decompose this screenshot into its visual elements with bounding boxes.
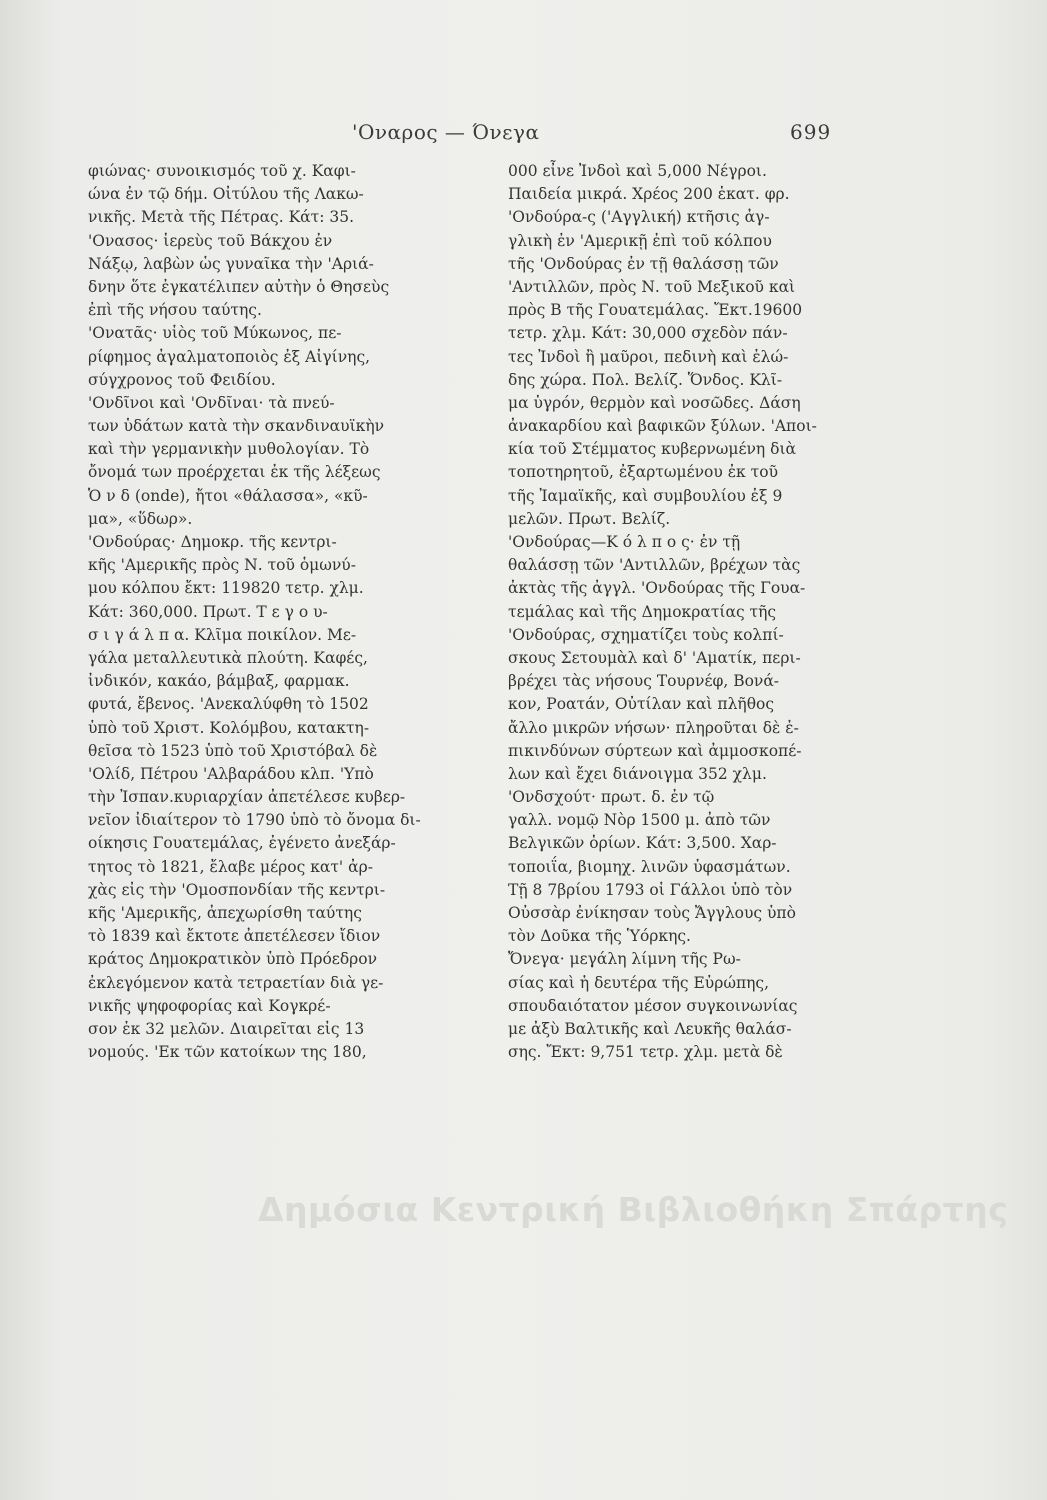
text-line: λων καὶ ἔχει διάνοιγμα 352 χλμ. [508, 764, 767, 783]
text-line: τὴν Ἰσπαν.κυριαρχίαν ἀπετέλεσε κυβερ- [88, 788, 406, 807]
text-line: ὄνομά των προέρχεται ἐκ τῆς λέξεως [88, 463, 381, 482]
text-line: ἀκτὰς τῆς ἀγγλ. 'Ονδούρας τῆς Γουα- [508, 579, 806, 598]
text-line: 'Ονδούρας· Δημοκρ. τῆς κεντρι- [88, 533, 337, 551]
text-line: 'Ονασος· ἱερεὺς τοῦ Βάκχου ἐν [88, 231, 333, 250]
text-line: κία τοῦ Στέμματος κυβερνωμένη διὰ [508, 440, 796, 459]
page-number: 699 [790, 120, 832, 144]
text-line: τοποτηρητοῦ, ἐξαρτωμένου ἐκ τοῦ [508, 463, 778, 482]
text-line: χὰς εἰς τὴν 'Ομοσπονδίαν τῆς κεντρι- [88, 880, 386, 899]
text-line: βρέχει τὰς νήσους Τουρνέφ, Βονά- [508, 672, 780, 691]
text-line: νικῆς ψηφοφορίας καὶ Κογκρέ- [88, 996, 331, 1015]
page-header [0, 120, 1047, 150]
text-line: Ὁ ν δ (onde), ἤτοι «θάλασσα», «κῦ- [88, 486, 368, 505]
text-line: τητος τὸ 1821, ἔλαβε μέρος κατ' ἀρ- [88, 857, 373, 876]
text-line: σ ι γ ά λ π α. Κλῖμα ποικίλον. Με- [88, 625, 357, 644]
text-line: σπουδαιότατον μέσον συγκοινωνίας [508, 996, 798, 1015]
text-line: Νάξῳ, λαβὼν ὡς γυναῖκα τὴν 'Αριά- [88, 254, 374, 273]
text-line: με ἀξὺ Βαλτικῆς καὶ Λευκῆς θαλάσ- [508, 1019, 792, 1038]
text-line: Παιδεία μικρά. Χρέος 200 ἑκατ. φρ. [508, 185, 790, 204]
text-line: νικῆς. Μετὰ τῆς Πέτρας. Κάτ: 35. [88, 208, 355, 227]
text-line: τῆς Ἰαμαϊκῆς, καὶ συμβουλίου ἐξ 9 [508, 486, 783, 505]
text-line: φυτά, ἔβενος. 'Ανεκαλύφθη τὸ 1502 [88, 695, 369, 714]
text-line: τες Ἰνδοὶ ἢ μαῦροι, πεδινὴ καὶ ἑλώ- [508, 347, 789, 366]
library-watermark: Δημόσια Κεντρική Βιβλιοθήκη Σπάρτης [258, 1190, 1009, 1229]
text-line: πρὸς Β τῆς Γουατεμάλας. Ἔκτ.19600 [508, 301, 803, 320]
text-line: των ὑδάτων κατὰ τὴν σκανδιναυϊκὴν [88, 417, 385, 436]
text-line: 'Ονδούρας—Κ ό λ π ο ς· ἐν τῇ [508, 533, 741, 551]
text-line: γάλα μεταλλευτικὰ πλούτη. Καφές, [88, 648, 368, 667]
text-line: 'Ονδούρας, σχηματίζει τοὺς κολπί- [508, 625, 784, 644]
text-line: καὶ τὴν γερμανικὴν μυθολογίαν. Τὸ [88, 440, 370, 459]
text-line: τὸ 1839 καὶ ἔκτοτε ἀπετέλεσεν ἴδιον [88, 927, 381, 946]
text-line: Ὄνεγα· μεγάλη λίμνη τῆς Ρω- [508, 950, 741, 969]
text-line: δνην ὅτε ἐγκατέλιπεν αὐτὴν ὁ Θησεὺς [88, 277, 390, 296]
text-line: μου κόλπου ἔκτ: 119820 τετρ. χλμ. [88, 579, 364, 598]
right-column [508, 160, 868, 1064]
text-line: γλικὴ ἐν 'Αμερικῇ ἐπὶ τοῦ κόλπου [508, 231, 772, 250]
text-line: 'Ολίδ, Πέτρου 'Αλβαράδου κλπ. 'Υπὸ [88, 764, 374, 783]
text-line: οίκησις Γουατεμάλας, ἐγένετο ἀνεξάρ- [88, 834, 396, 853]
text-line: μα», «ὕδωρ». [88, 509, 193, 528]
text-line: 'Ονδούρα-ς ('Αγγλική) κτῆσις ἀγ- [508, 208, 770, 227]
text-line: σύγχρονος τοῦ Φειδίου. [88, 370, 276, 389]
text-line: κῆς 'Αμερικῆς, ἀπεχωρίσθη ταύτης [88, 904, 362, 922]
text-line: 'Ονδῖνοι καὶ 'Ονδῖναι· τὰ πνεύ- [88, 393, 335, 412]
text-line: 'Ονατᾶς· υἱὸς τοῦ Μύκωνος, πε- [88, 324, 342, 343]
text-line: νεῖον ἰδιαίτερον τὸ 1790 ὑπὸ τὸ ὄνομα δι- [88, 811, 421, 830]
text-line: κράτος Δημοκρατικὸν ὑπὸ Πρόεδρον [88, 950, 378, 969]
text-line: γαλλ. νομῷ Νὸρ 1500 μ. ἀπὸ τῶν [508, 811, 771, 830]
text-line: νομούς. 'Εκ τῶν κατοίκων της 180, [88, 1043, 367, 1062]
text-line: ἄλλο μικρῶν νήσων· πληροῦται δὲ ἐ- [508, 718, 799, 737]
text-line: ώνα ἐν τῷ δήμ. Οἰτύλου τῆς Λακω- [88, 185, 364, 204]
text-line: ὑπὸ τοῦ Χριστ. Κολόμβου, κατακτη- [88, 718, 370, 737]
text-line: τὸν Δοῦκα τῆς Ὑόρκης. [508, 927, 691, 946]
text-line: 'Ονδσχούτ· πρωτ. δ. ἐν τῷ [508, 788, 715, 807]
text-line: ἐκλεγόμενον κατὰ τετραετίαν διὰ γε- [88, 973, 384, 992]
text-line: Τῇ 8 7βρίου 1793 οἱ Γάλλοι ὑπὸ τὸν [508, 880, 793, 899]
text-line: πικινδύνων σύρτεων καὶ ἀμμοσκοπέ- [508, 741, 802, 760]
text-line: Οὐσσὰρ ἐνίκησαν τοὺς Ἄγγλους ὑπὸ [508, 904, 796, 922]
text-line: Κάτ: 360,000. Πρωτ. Τ ε γ ο υ- [88, 602, 328, 621]
text-line: σης. Ἔκτ: 9,751 τετρ. χλμ. μετὰ δὲ [508, 1043, 783, 1062]
text-line: ρίφημος ἀγαλματοποιὸς ἐξ Αἰγίνης, [88, 347, 371, 366]
text-line: μελῶν. Πρωτ. Βελίζ. [508, 509, 671, 528]
text-line: 'Αντιλλῶν, πρὸς Ν. τοῦ Μεξικοῦ καὶ [508, 277, 796, 296]
text-line: κον, Ροατάν, Οὐτίλαν καὶ πλῆθος [508, 695, 775, 714]
text-line: θεῖσα τὸ 1523 ὑπὸ τοῦ Χριστόβαλ δὲ [88, 741, 378, 760]
text-line: κῆς 'Αμερικῆς πρὸς Ν. τοῦ ὁμωνύ- [88, 556, 356, 575]
text-line: Βελγικῶν ὁρίων. Κάτ: 3,500. Χαρ- [508, 834, 777, 853]
text-line: φιώνας· συνοικισμός τοῦ χ. Καφι- [88, 162, 356, 180]
text-line: τῆς 'Ονδούρας ἐν τῇ θαλάσσῃ τῶν [508, 254, 779, 273]
text-line: σίας καὶ ἡ δευτέρα τῆς Εὐρώπης, [508, 973, 770, 992]
text-line: θαλάσσῃ τῶν 'Αντιλλῶν, βρέχων τὰς [508, 556, 801, 575]
text-line: τοποιΐα, βιομηχ. λινῶν ὑφασμάτων. [508, 857, 791, 876]
text-line: μα ὑγρόν, θερμὸν καὶ νοσῶδες. Δάση [508, 393, 801, 412]
text-line: σον ἐκ 32 μελῶν. Διαιρεῖται εἰς 13 [88, 1019, 365, 1038]
text-line: ἐπὶ τῆς νήσου ταύτης. [88, 301, 262, 320]
text-line: σκους Σετουμὰλ καὶ δ' 'Αματίκ, περι- [508, 648, 801, 667]
text-line: 000 εἶνε Ἰνδοὶ καὶ 5,000 Νέγροι. [508, 162, 767, 180]
running-head: 'Οναρος — Όνεγα [352, 120, 540, 144]
text-line: ἀνακαρδίου καὶ βαφικῶν ξύλων. 'Αποι- [508, 417, 817, 436]
text-line: τεμάλας καὶ τῆς Δημοκρατίας τῆς [508, 602, 777, 621]
text-line: δης χώρα. Πολ. Βελίζ. Ὅνδος. Κλῖ- [508, 370, 783, 389]
text-line: τετρ. χλμ. Κάτ: 30,000 σχεδὸν πάν- [508, 324, 788, 343]
left-column [88, 160, 468, 1064]
text-line: ἰνδικόν, κακάο, βάμβαξ, φαρμακ. [88, 672, 350, 691]
